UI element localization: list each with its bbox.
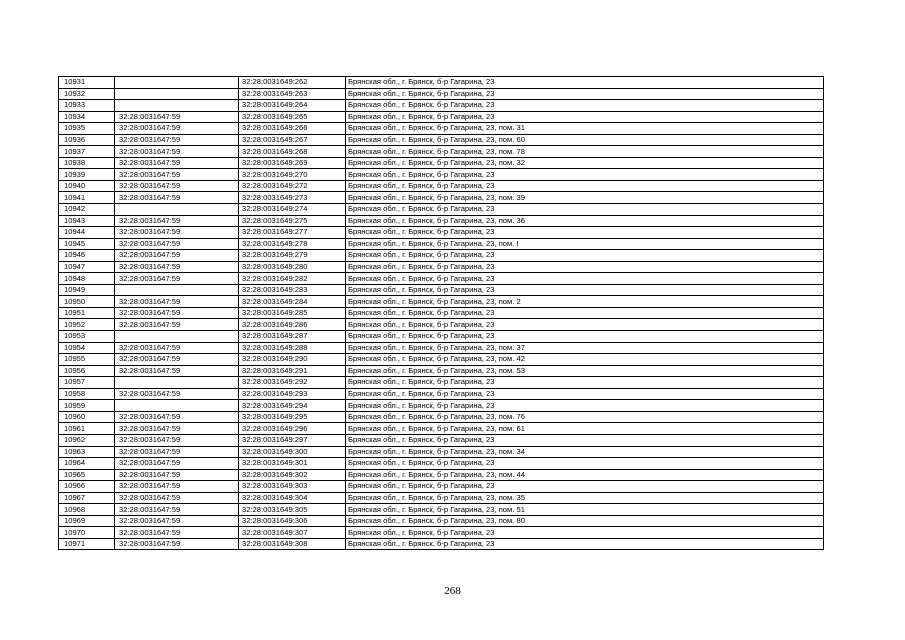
parent-cadastral-cell: 32:28:0031647:59 bbox=[115, 434, 239, 446]
row-number-cell: 10953 bbox=[59, 331, 115, 343]
parent-cadastral-cell: 32:28:0031647:59 bbox=[115, 273, 239, 285]
table-row bbox=[59, 377, 824, 389]
row-number-cell: 10965 bbox=[59, 469, 115, 481]
table-row bbox=[59, 515, 824, 527]
row-number-cell: 10968 bbox=[59, 504, 115, 516]
parent-cadastral-cell: 32:28:0031647:59 bbox=[115, 215, 239, 227]
address-cell: Брянская обл., г. Брянск, б-р Гагарина, 23 bbox=[346, 261, 824, 273]
cadastral-number-cell: 32:28:0031649:303 bbox=[239, 481, 346, 493]
table-row bbox=[59, 146, 824, 158]
parent-cadastral-cell: 32:28:0031647:59 bbox=[115, 527, 239, 539]
table-row bbox=[59, 319, 824, 331]
table-row bbox=[59, 538, 824, 550]
table-row bbox=[59, 458, 824, 470]
row-number-cell: 10956 bbox=[59, 365, 115, 377]
cadastral-number-cell: 32:28:0031649:275 bbox=[239, 215, 346, 227]
cadastral-number-cell: 32:28:0031649:262 bbox=[239, 77, 346, 89]
address-cell: Брянская обл., г. Брянск, б-р Гагарина, 23, пом. 78 bbox=[346, 146, 824, 158]
row-number-cell: 10962 bbox=[59, 434, 115, 446]
address-cell: Брянская обл., г. Брянск, б-р Гагарина, 23 bbox=[346, 284, 824, 296]
row-number-cell: 10960 bbox=[59, 411, 115, 423]
address-cell: Брянская обл., г. Брянск, б-р Гагарина, 23, пом. 34 bbox=[346, 446, 824, 458]
address-cell: Брянская обл., г. Брянск, б-р Гагарина, 23, пом. 60 bbox=[346, 134, 824, 146]
cadastral-number-cell: 32:28:0031649:278 bbox=[239, 238, 346, 250]
page-number: 268 bbox=[444, 585, 461, 597]
parent-cadastral-cell: 32:28:0031647:59 bbox=[115, 423, 239, 435]
cadastral-number-cell: 32:28:0031649:268 bbox=[239, 146, 346, 158]
parent-cadastral-cell: 32:28:0031647:59 bbox=[115, 192, 239, 204]
row-number-cell: 10961 bbox=[59, 423, 115, 435]
cadastral-number-cell: 32:28:0031649:292 bbox=[239, 377, 346, 389]
row-number-cell: 10938 bbox=[59, 157, 115, 169]
row-number-cell: 10959 bbox=[59, 400, 115, 412]
address-cell: Брянская обл., г. Брянск, б-р Гагарина, 23, пом. 53 bbox=[346, 365, 824, 377]
parent-cadastral-cell: 32:28:0031647:59 bbox=[115, 515, 239, 527]
cadastral-number-cell: 32:28:0031649:296 bbox=[239, 423, 346, 435]
cadastral-number-cell: 32:28:0031649:267 bbox=[239, 134, 346, 146]
cadastral-number-cell: 32:28:0031649:263 bbox=[239, 88, 346, 100]
row-number-cell: 10945 bbox=[59, 238, 115, 250]
address-cell: Брянская обл., г. Брянск, б-р Гагарина, 23 bbox=[346, 111, 824, 123]
row-number-cell: 10971 bbox=[59, 538, 115, 550]
cadastral-number-cell: 32:28:0031649:286 bbox=[239, 319, 346, 331]
cadastral-number-cell: 32:28:0031649:304 bbox=[239, 492, 346, 504]
row-number-cell: 10943 bbox=[59, 215, 115, 227]
parent-cadastral-cell: 32:28:0031647:59 bbox=[115, 238, 239, 250]
table-row bbox=[59, 238, 824, 250]
cadastral-number-cell: 32:28:0031649:293 bbox=[239, 388, 346, 400]
parent-cadastral-cell: 32:28:0031647:59 bbox=[115, 469, 239, 481]
table-row bbox=[59, 296, 824, 308]
table-row bbox=[59, 492, 824, 504]
address-cell: Брянская обл., г. Брянск, б-р Гагарина, 23 bbox=[346, 100, 824, 112]
table-row bbox=[59, 180, 824, 192]
parent-cadastral-cell bbox=[115, 400, 239, 412]
row-number-cell: 10969 bbox=[59, 515, 115, 527]
row-number-cell: 10966 bbox=[59, 481, 115, 493]
row-number-cell: 10944 bbox=[59, 227, 115, 239]
table-row bbox=[59, 261, 824, 273]
parent-cadastral-cell bbox=[115, 88, 239, 100]
address-cell: Брянская обл., г. Брянск, б-р Гагарина, 23 bbox=[346, 458, 824, 470]
cadastral-number-cell: 32:28:0031649:297 bbox=[239, 434, 346, 446]
row-number-cell: 10963 bbox=[59, 446, 115, 458]
row-number-cell: 10970 bbox=[59, 527, 115, 539]
cadastral-number-cell: 32:28:0031649:301 bbox=[239, 458, 346, 470]
parent-cadastral-cell: 32:28:0031647:59 bbox=[115, 157, 239, 169]
parent-cadastral-cell: 32:28:0031647:59 bbox=[115, 169, 239, 181]
table-row bbox=[59, 77, 824, 89]
table-row bbox=[59, 227, 824, 239]
cadastral-number-cell: 32:28:0031649:282 bbox=[239, 273, 346, 285]
address-cell: Брянская обл., г. Брянск, б-р Гагарина, 23 bbox=[346, 527, 824, 539]
cadastral-number-cell: 32:28:0031649:272 bbox=[239, 180, 346, 192]
row-number-cell: 10952 bbox=[59, 319, 115, 331]
cadastral-number-cell: 32:28:0031649:300 bbox=[239, 446, 346, 458]
row-number-cell: 10932 bbox=[59, 88, 115, 100]
address-cell: Брянская обл., г. Брянск, б-р Гагарина, 23, пом. 36 bbox=[346, 215, 824, 227]
row-number-cell: 10936 bbox=[59, 134, 115, 146]
parent-cadastral-cell bbox=[115, 377, 239, 389]
table-row bbox=[59, 273, 824, 285]
cadastral-number-cell: 32:28:0031649:291 bbox=[239, 365, 346, 377]
row-number-cell: 10950 bbox=[59, 296, 115, 308]
table-row bbox=[59, 481, 824, 493]
address-cell: Брянская обл., г. Брянск, б-р Гагарина, 23, пом. 76 bbox=[346, 411, 824, 423]
cadastral-number-cell: 32:28:0031649:265 bbox=[239, 111, 346, 123]
cadastral-number-cell: 32:28:0031649:264 bbox=[239, 100, 346, 112]
address-cell: Брянская обл., г. Брянск, б-р Гагарина, 23, пом. 35 bbox=[346, 492, 824, 504]
parent-cadastral-cell: 32:28:0031647:59 bbox=[115, 538, 239, 550]
address-cell: Брянская обл., г. Брянск, б-р Гагарина, 23 bbox=[346, 169, 824, 181]
address-cell: Брянская обл., г. Брянск, б-р Гагарина, 23, пом. 42 bbox=[346, 354, 824, 366]
cadastral-number-cell: 32:28:0031649:279 bbox=[239, 250, 346, 262]
cadastral-number-cell: 32:28:0031649:280 bbox=[239, 261, 346, 273]
address-cell: Брянская обл., г. Брянск, б-р Гагарина, 23, пом. 2 bbox=[346, 296, 824, 308]
table-row bbox=[59, 365, 824, 377]
table-row bbox=[59, 388, 824, 400]
address-cell: Брянская обл., г. Брянск, б-р Гагарина, 23 bbox=[346, 204, 824, 216]
cadastral-number-cell: 32:28:0031649:288 bbox=[239, 342, 346, 354]
address-cell: Брянская обл., г. Брянск, б-р Гагарина, 23 bbox=[346, 319, 824, 331]
row-number-cell: 10951 bbox=[59, 307, 115, 319]
parent-cadastral-cell: 32:28:0031647:59 bbox=[115, 492, 239, 504]
table-row bbox=[59, 250, 824, 262]
parent-cadastral-cell bbox=[115, 77, 239, 89]
table-row bbox=[59, 100, 824, 112]
address-cell: Брянская обл., г. Брянск, б-р Гагарина, 23, пом. 51 bbox=[346, 504, 824, 516]
parent-cadastral-cell: 32:28:0031647:59 bbox=[115, 296, 239, 308]
registry-table bbox=[58, 76, 824, 550]
address-cell: Брянская обл., г. Брянск, б-р Гагарина, 23 bbox=[346, 180, 824, 192]
row-number-cell: 10939 bbox=[59, 169, 115, 181]
parent-cadastral-cell: 32:28:0031647:59 bbox=[115, 250, 239, 262]
table-row bbox=[59, 446, 824, 458]
row-number-cell: 10934 bbox=[59, 111, 115, 123]
address-cell: Брянская обл., г. Брянск, б-р Гагарина, 23 bbox=[346, 307, 824, 319]
table-row bbox=[59, 169, 824, 181]
row-number-cell: 10940 bbox=[59, 180, 115, 192]
row-number-cell: 10955 bbox=[59, 354, 115, 366]
parent-cadastral-cell: 32:28:0031647:59 bbox=[115, 365, 239, 377]
parent-cadastral-cell bbox=[115, 331, 239, 343]
table-row bbox=[59, 331, 824, 343]
table-row bbox=[59, 423, 824, 435]
address-cell: Брянская обл., г. Брянск, б-р Гагарина, 23 bbox=[346, 250, 824, 262]
address-cell: Брянская обл., г. Брянск, б-р Гагарина, 23, пом. 61 bbox=[346, 423, 824, 435]
parent-cadastral-cell: 32:28:0031647:59 bbox=[115, 411, 239, 423]
cadastral-number-cell: 32:28:0031649:285 bbox=[239, 307, 346, 319]
table-row bbox=[59, 215, 824, 227]
address-cell: Брянская обл., г. Брянск, б-р Гагарина, 23 bbox=[346, 481, 824, 493]
cadastral-number-cell: 32:28:0031649:287 bbox=[239, 331, 346, 343]
address-cell: Брянская обл., г. Брянск, б-р Гагарина, 23, пом. 31 bbox=[346, 123, 824, 135]
parent-cadastral-cell: 32:28:0031647:59 bbox=[115, 111, 239, 123]
cadastral-number-cell: 32:28:0031649:273 bbox=[239, 192, 346, 204]
table-row bbox=[59, 434, 824, 446]
parent-cadastral-cell: 32:28:0031647:59 bbox=[115, 342, 239, 354]
table-row bbox=[59, 411, 824, 423]
row-number-cell: 10948 bbox=[59, 273, 115, 285]
cadastral-number-cell: 32:28:0031649:307 bbox=[239, 527, 346, 539]
parent-cadastral-cell: 32:28:0031647:59 bbox=[115, 319, 239, 331]
parent-cadastral-cell: 32:28:0031647:59 bbox=[115, 307, 239, 319]
parent-cadastral-cell: 32:28:0031647:59 bbox=[115, 446, 239, 458]
parent-cadastral-cell: 32:28:0031647:59 bbox=[115, 354, 239, 366]
cadastral-number-cell: 32:28:0031649:295 bbox=[239, 411, 346, 423]
parent-cadastral-cell: 32:28:0031647:59 bbox=[115, 504, 239, 516]
address-cell: Брянская обл., г. Брянск, б-р Гагарина, 23 bbox=[346, 227, 824, 239]
address-cell: Брянская обл., г. Брянск, б-р Гагарина, 23 bbox=[346, 88, 824, 100]
parent-cadastral-cell: 32:28:0031647:59 bbox=[115, 388, 239, 400]
address-cell: Брянская обл., г. Брянск, б-р Гагарина, 23 bbox=[346, 538, 824, 550]
cadastral-number-cell: 32:28:0031649:294 bbox=[239, 400, 346, 412]
address-cell: Брянская обл., г. Брянск, б-р Гагарина, 23, пом. 44 bbox=[346, 469, 824, 481]
row-number-cell: 10964 bbox=[59, 458, 115, 470]
address-cell: Брянская обл., г. Брянск, б-р Гагарина, 23, пом. 39 bbox=[346, 192, 824, 204]
cadastral-number-cell: 32:28:0031649:302 bbox=[239, 469, 346, 481]
parent-cadastral-cell: 32:28:0031647:59 bbox=[115, 481, 239, 493]
cadastral-number-cell: 32:28:0031649:308 bbox=[239, 538, 346, 550]
row-number-cell: 10935 bbox=[59, 123, 115, 135]
parent-cadastral-cell bbox=[115, 100, 239, 112]
row-number-cell: 10933 bbox=[59, 100, 115, 112]
table-row bbox=[59, 123, 824, 135]
address-cell: Брянская обл., г. Брянск, б-р Гагарина, 23 bbox=[346, 377, 824, 389]
address-cell: Брянская обл., г. Брянск, б-р Гагарина, 23 bbox=[346, 77, 824, 89]
cadastral-number-cell: 32:28:0031649:290 bbox=[239, 354, 346, 366]
parent-cadastral-cell: 32:28:0031647:59 bbox=[115, 123, 239, 135]
table-row bbox=[59, 342, 824, 354]
table-row bbox=[59, 88, 824, 100]
address-cell: Брянская обл., г. Брянск, б-р Гагарина, 23 bbox=[346, 400, 824, 412]
table-row bbox=[59, 469, 824, 481]
row-number-cell: 10967 bbox=[59, 492, 115, 504]
address-cell: Брянская обл., г. Брянск, б-р Гагарина, 23 bbox=[346, 331, 824, 343]
table-row bbox=[59, 204, 824, 216]
table-row bbox=[59, 157, 824, 169]
row-number-cell: 10931 bbox=[59, 77, 115, 89]
address-cell: Брянская обл., г. Брянск, б-р Гагарина, 23, пом. 32 bbox=[346, 157, 824, 169]
cadastral-number-cell: 32:28:0031649:305 bbox=[239, 504, 346, 516]
address-cell: Брянская обл., г. Брянск, б-р Гагарина, 23 bbox=[346, 434, 824, 446]
row-number-cell: 10946 bbox=[59, 250, 115, 262]
table-row bbox=[59, 111, 824, 123]
cadastral-number-cell: 32:28:0031649:306 bbox=[239, 515, 346, 527]
cadastral-number-cell: 32:28:0031649:277 bbox=[239, 227, 346, 239]
row-number-cell: 10949 bbox=[59, 284, 115, 296]
parent-cadastral-cell: 32:28:0031647:59 bbox=[115, 134, 239, 146]
cadastral-number-cell: 32:28:0031649:274 bbox=[239, 204, 346, 216]
address-cell: Брянская обл., г. Брянск, б-р Гагарина, 23, пом. 37 bbox=[346, 342, 824, 354]
cadastral-number-cell: 32:28:0031649:270 bbox=[239, 169, 346, 181]
parent-cadastral-cell: 32:28:0031647:59 bbox=[115, 227, 239, 239]
cadastral-number-cell: 32:28:0031649:266 bbox=[239, 123, 346, 135]
address-cell: Брянская обл., г. Брянск, б-р Гагарина, 23, пом. I bbox=[346, 238, 824, 250]
table-row bbox=[59, 354, 824, 366]
address-cell: Брянская обл., г. Брянск, б-р Гагарина, 23 bbox=[346, 388, 824, 400]
registry-table-body bbox=[59, 77, 824, 550]
row-number-cell: 10947 bbox=[59, 261, 115, 273]
parent-cadastral-cell: 32:28:0031647:59 bbox=[115, 261, 239, 273]
table-row bbox=[59, 284, 824, 296]
cadastral-number-cell: 32:28:0031649:283 bbox=[239, 284, 346, 296]
parent-cadastral-cell bbox=[115, 284, 239, 296]
row-number-cell: 10957 bbox=[59, 377, 115, 389]
table-row bbox=[59, 400, 824, 412]
parent-cadastral-cell: 32:28:0031647:59 bbox=[115, 180, 239, 192]
cadastral-number-cell: 32:28:0031649:269 bbox=[239, 157, 346, 169]
parent-cadastral-cell bbox=[115, 204, 239, 216]
address-cell: Брянская обл., г. Брянск, б-р Гагарина, 23 bbox=[346, 273, 824, 285]
table-row bbox=[59, 134, 824, 146]
row-number-cell: 10954 bbox=[59, 342, 115, 354]
table-row bbox=[59, 527, 824, 539]
row-number-cell: 10937 bbox=[59, 146, 115, 158]
parent-cadastral-cell: 32:28:0031647:59 bbox=[115, 458, 239, 470]
table-row bbox=[59, 192, 824, 204]
cadastral-number-cell: 32:28:0031649:284 bbox=[239, 296, 346, 308]
address-cell: Брянская обл., г. Брянск, б-р Гагарина, 23, пом. 80 bbox=[346, 515, 824, 527]
row-number-cell: 10942 bbox=[59, 204, 115, 216]
parent-cadastral-cell: 32:28:0031647:59 bbox=[115, 146, 239, 158]
table-row bbox=[59, 504, 824, 516]
row-number-cell: 10941 bbox=[59, 192, 115, 204]
table-row bbox=[59, 307, 824, 319]
row-number-cell: 10958 bbox=[59, 388, 115, 400]
